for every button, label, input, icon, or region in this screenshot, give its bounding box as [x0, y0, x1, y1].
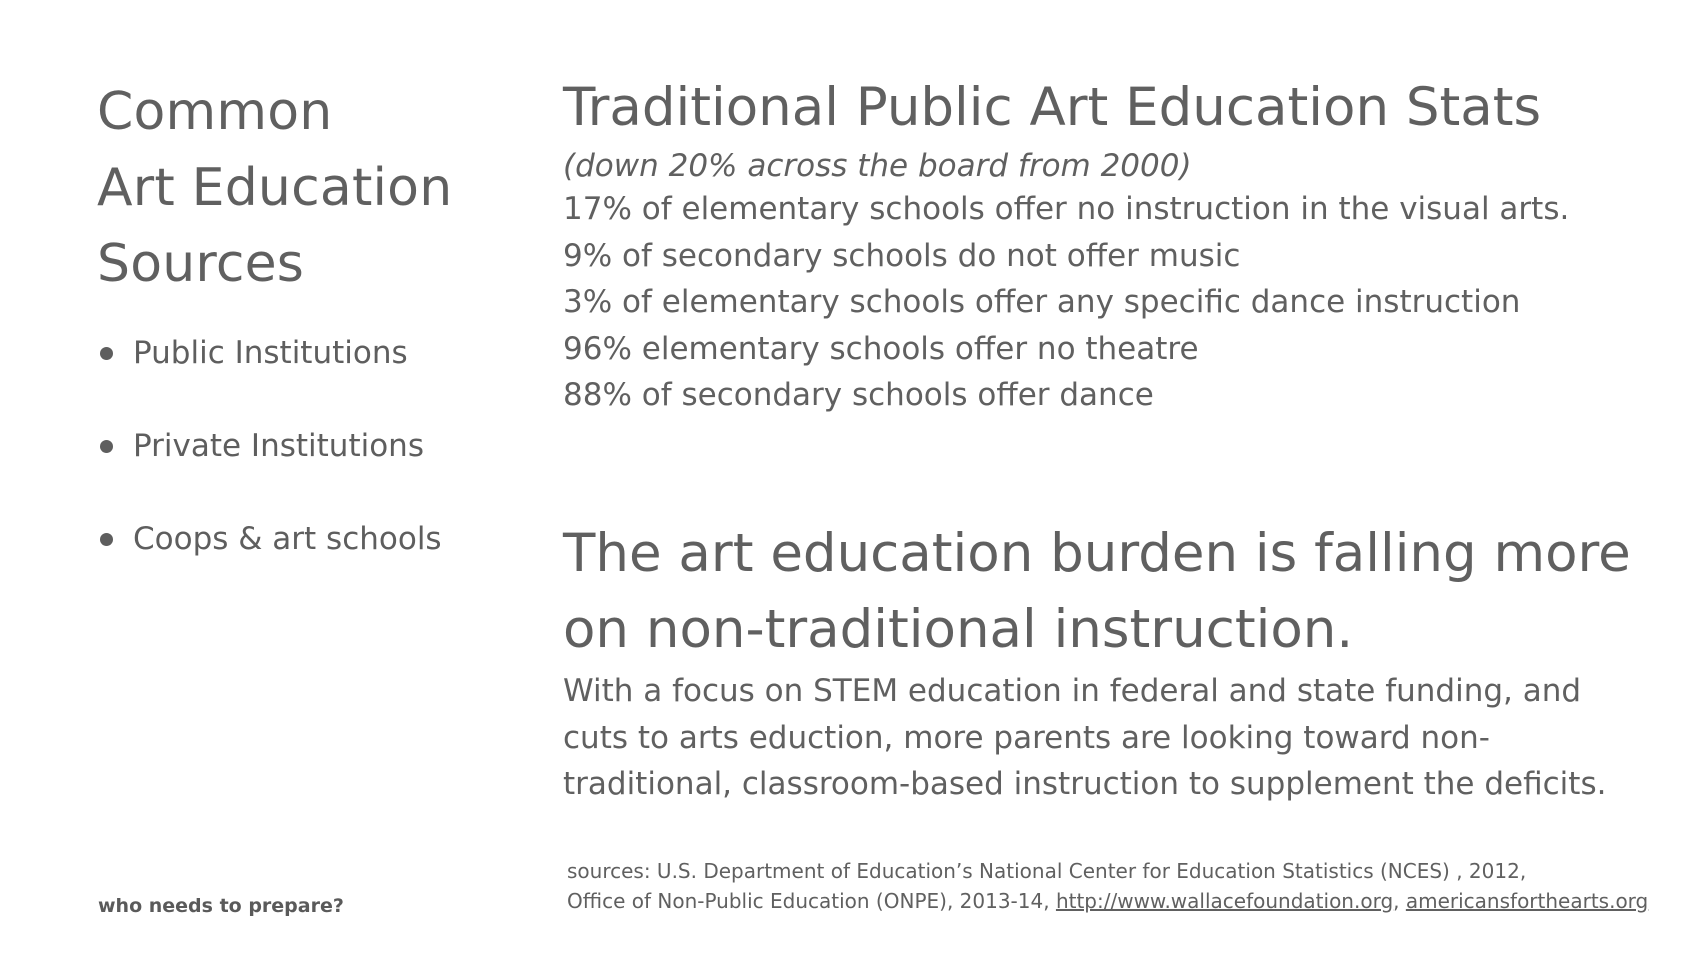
citation-line: sources: U.S. Department of Education’s National Center for Education Statistics (NCES) , 2012, — [567, 859, 1527, 883]
stats-section — [563, 76, 1673, 419]
burden-paragraph-line: With a focus on STEM education in federal and state funding, and — [563, 673, 1582, 709]
bullet-icon — [100, 347, 113, 360]
stats-title: Traditional Public Art Education Stats — [563, 77, 1542, 138]
wallace-foundation-link[interactable]: http://www.wallacefoundation.org — [1055, 889, 1394, 913]
list-item-label: Coops & art schools — [133, 521, 442, 557]
source-list — [97, 334, 527, 613]
list-item — [97, 334, 527, 427]
stat-line: 9% of secondary schools do not offer music — [563, 237, 1241, 274]
bullet-icon — [100, 533, 113, 546]
burden-heading — [563, 516, 1673, 668]
burden-heading-line: on non-traditional instruction. — [563, 599, 1354, 660]
sources-citation — [567, 856, 1687, 916]
sources-heading — [97, 74, 517, 302]
burden-heading-line: The art education burden is falling more — [563, 523, 1631, 584]
list-item — [97, 520, 527, 613]
bullet-icon — [100, 440, 113, 453]
sources-heading-line: Sources — [97, 234, 305, 294]
stat-line: 96% elementary schools offer no theatre — [563, 330, 1199, 367]
list-item — [97, 427, 527, 520]
stat-line: 88% of secondary schools offer dance — [563, 377, 1154, 413]
burden-paragraph-line: cuts to arts eduction, more parents are looking toward non- — [563, 719, 1490, 756]
burden-paragraph-line: traditional, classroom-based instruction to supplement the deficits. — [563, 766, 1607, 802]
burden-paragraph — [563, 668, 1673, 808]
stats-subtitle: (down 20% across the board from 2000) — [563, 148, 1192, 184]
americans-for-the-arts-link[interactable]: americansforthearts.org — [1405, 889, 1649, 913]
list-item-label: Public Institutions — [133, 335, 408, 371]
footer-caption: who needs to prepare? — [98, 895, 344, 917]
sources-heading-line: Common — [97, 82, 333, 142]
citation-text: Office of Non-Public Education (ONPE), 2013-14, — [567, 889, 1056, 913]
stat-line: 3% of elementary schools offer any specific dance instruction — [563, 284, 1521, 320]
citation-separator: , — [1393, 889, 1406, 913]
citation-line — [567, 886, 1687, 916]
list-item-label: Private Institutions — [133, 428, 424, 464]
stat-line: 17% of elementary schools offer no instruction in the visual arts. — [563, 191, 1570, 227]
sources-heading-line: Art Education — [97, 158, 453, 218]
